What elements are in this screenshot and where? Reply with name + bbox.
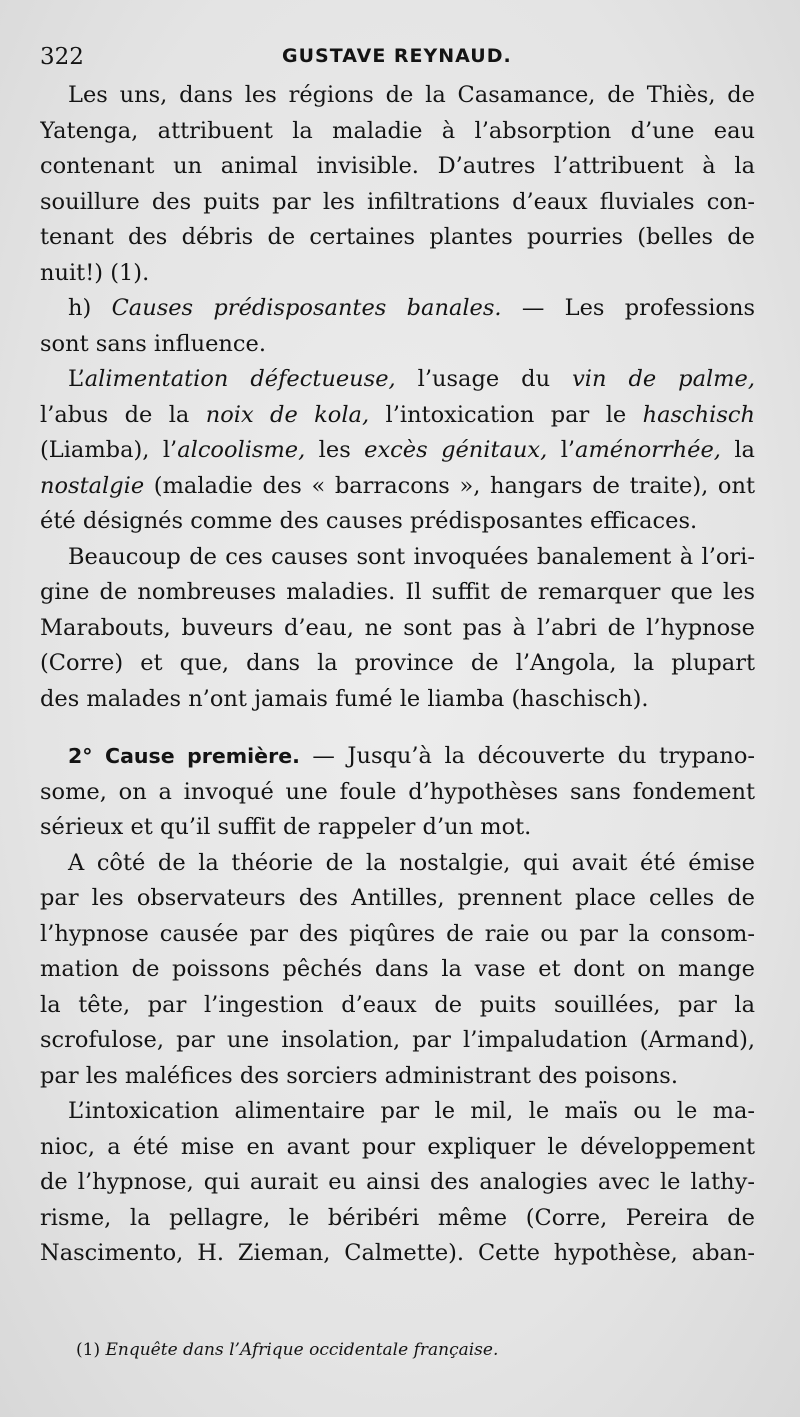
text-line <box>40 398 755 434</box>
text-line: souillure des puits par les infiltrations d’eaux fluviales con- <box>40 188 755 215</box>
text-line: l’hypnose causée par des piqûres de raie ou par la consom- <box>40 920 755 947</box>
text-line: contenant un animal invisible. D’autres l’attribuent à la <box>40 153 755 179</box>
section-heading: Causes prédisposantes banales. <box>111 295 502 321</box>
italic-term: haschisch <box>642 401 755 428</box>
text-line: des malades n’ont jamais fumé le liamba (haschisch). <box>40 685 649 712</box>
text-run: les <box>305 437 365 463</box>
text-line: Beaucoup de ces causes sont invoquées banalement à l’ori- <box>68 543 755 570</box>
text-line: Les uns, dans les régions de la Casamance, de Thiès, de <box>68 82 755 108</box>
text-run: l’abus de la <box>40 401 206 428</box>
text-line: some, on a invoqué une foule d’hypothèses sans fondement <box>40 778 755 805</box>
text-line: Yatenga, attribuent la maladie à l’absorption d’une eau <box>40 117 755 144</box>
text-line: L’intoxication alimentaire par le mil, le maïs ou le ma- <box>68 1098 755 1124</box>
text-line: A côté de la théorie de la nostalgie, qui avait été émise <box>68 849 755 876</box>
italic-term: vin de palme, <box>572 366 755 392</box>
text-run: la <box>720 437 755 463</box>
text-line <box>40 291 755 327</box>
text-line <box>40 362 755 398</box>
text-line <box>40 433 755 469</box>
text-line: (Corre) et que, dans la province de l’Angola, la plupart <box>40 650 755 676</box>
body-text <box>40 78 755 1272</box>
text-run: L’ <box>68 366 85 392</box>
text-line: par les observateurs des Antilles, prennent place celles de <box>40 885 755 911</box>
section-letter: h) <box>68 295 112 321</box>
italic-term: alimentation défectueuse, <box>84 366 396 392</box>
italic-term: alcoolisme, <box>177 437 306 463</box>
text-run: — Jusqu’à la découverte du trypano- <box>299 743 755 769</box>
italic-term: noix de kola, <box>205 401 370 428</box>
running-head <box>0 30 800 80</box>
text-line: de l’hypnose, qui aurait eu ainsi des analogies avec le lathy- <box>40 1169 755 1195</box>
text-run: (Liamba), l’ <box>40 437 178 463</box>
text-line: la tête, par l’ingestion d’eaux de puits souillées, par la <box>40 991 755 1018</box>
text-line: nuit!) (1). <box>40 259 150 286</box>
text-line <box>40 739 755 775</box>
running-title: GUSTAVE REYNAUD. <box>282 45 512 67</box>
text-line: gine de nombreuses maladies. Il suffit de remarquer que les <box>40 579 755 605</box>
text-line: sont sans influence. <box>40 330 266 357</box>
text-run: — Les professions <box>501 295 755 321</box>
text-line: Nascimento, H. Zieman, Calmette). Cette hypothèse, aban- <box>40 1240 755 1266</box>
page-number: 322 <box>40 44 84 70</box>
text-run: l’ <box>547 437 576 463</box>
text-line: Marabouts, buveurs d’eau, ne sont pas à l’abri de l’hypnose <box>40 614 755 641</box>
text-run: l’intoxication par le <box>369 401 643 428</box>
text-line: sérieux et qu’il suffit de rappeler d’un mot. <box>40 814 532 840</box>
italic-term: excès génitaux, <box>364 437 548 463</box>
section-heading: 2° Cause première. <box>68 744 300 768</box>
text-line: par les maléfices des sorciers administrant des poisons. <box>40 1062 678 1089</box>
footnote-marker: (1) <box>76 1340 106 1360</box>
footnote-text: Enquête dans l’Afrique occidentale française. <box>105 1340 499 1360</box>
italic-term: nostalgie <box>40 472 145 499</box>
text-line: tenant des débris de certaines plantes pourries (belles de <box>40 224 755 250</box>
text-line: scrofulose, par une insolation, par l’impaludation (Armand), <box>40 1027 755 1053</box>
italic-term: aménorrhée, <box>575 437 721 463</box>
text-line: mation de poissons pêchés dans la vase et dont on mange <box>40 956 755 982</box>
footnote <box>76 1340 498 1360</box>
text-line: nioc, a été mise en avant pour expliquer le développement <box>40 1133 755 1160</box>
text-line: risme, la pellagre, le béribéri même (Corre, Pereira de <box>40 1204 755 1231</box>
text-run: (maladie des « barracons », hangars de traite), ont <box>144 472 755 499</box>
text-line: été désignés comme des causes prédisposantes efficaces. <box>40 508 698 534</box>
text-line <box>40 469 755 505</box>
text-run: l’usage du <box>395 366 573 392</box>
